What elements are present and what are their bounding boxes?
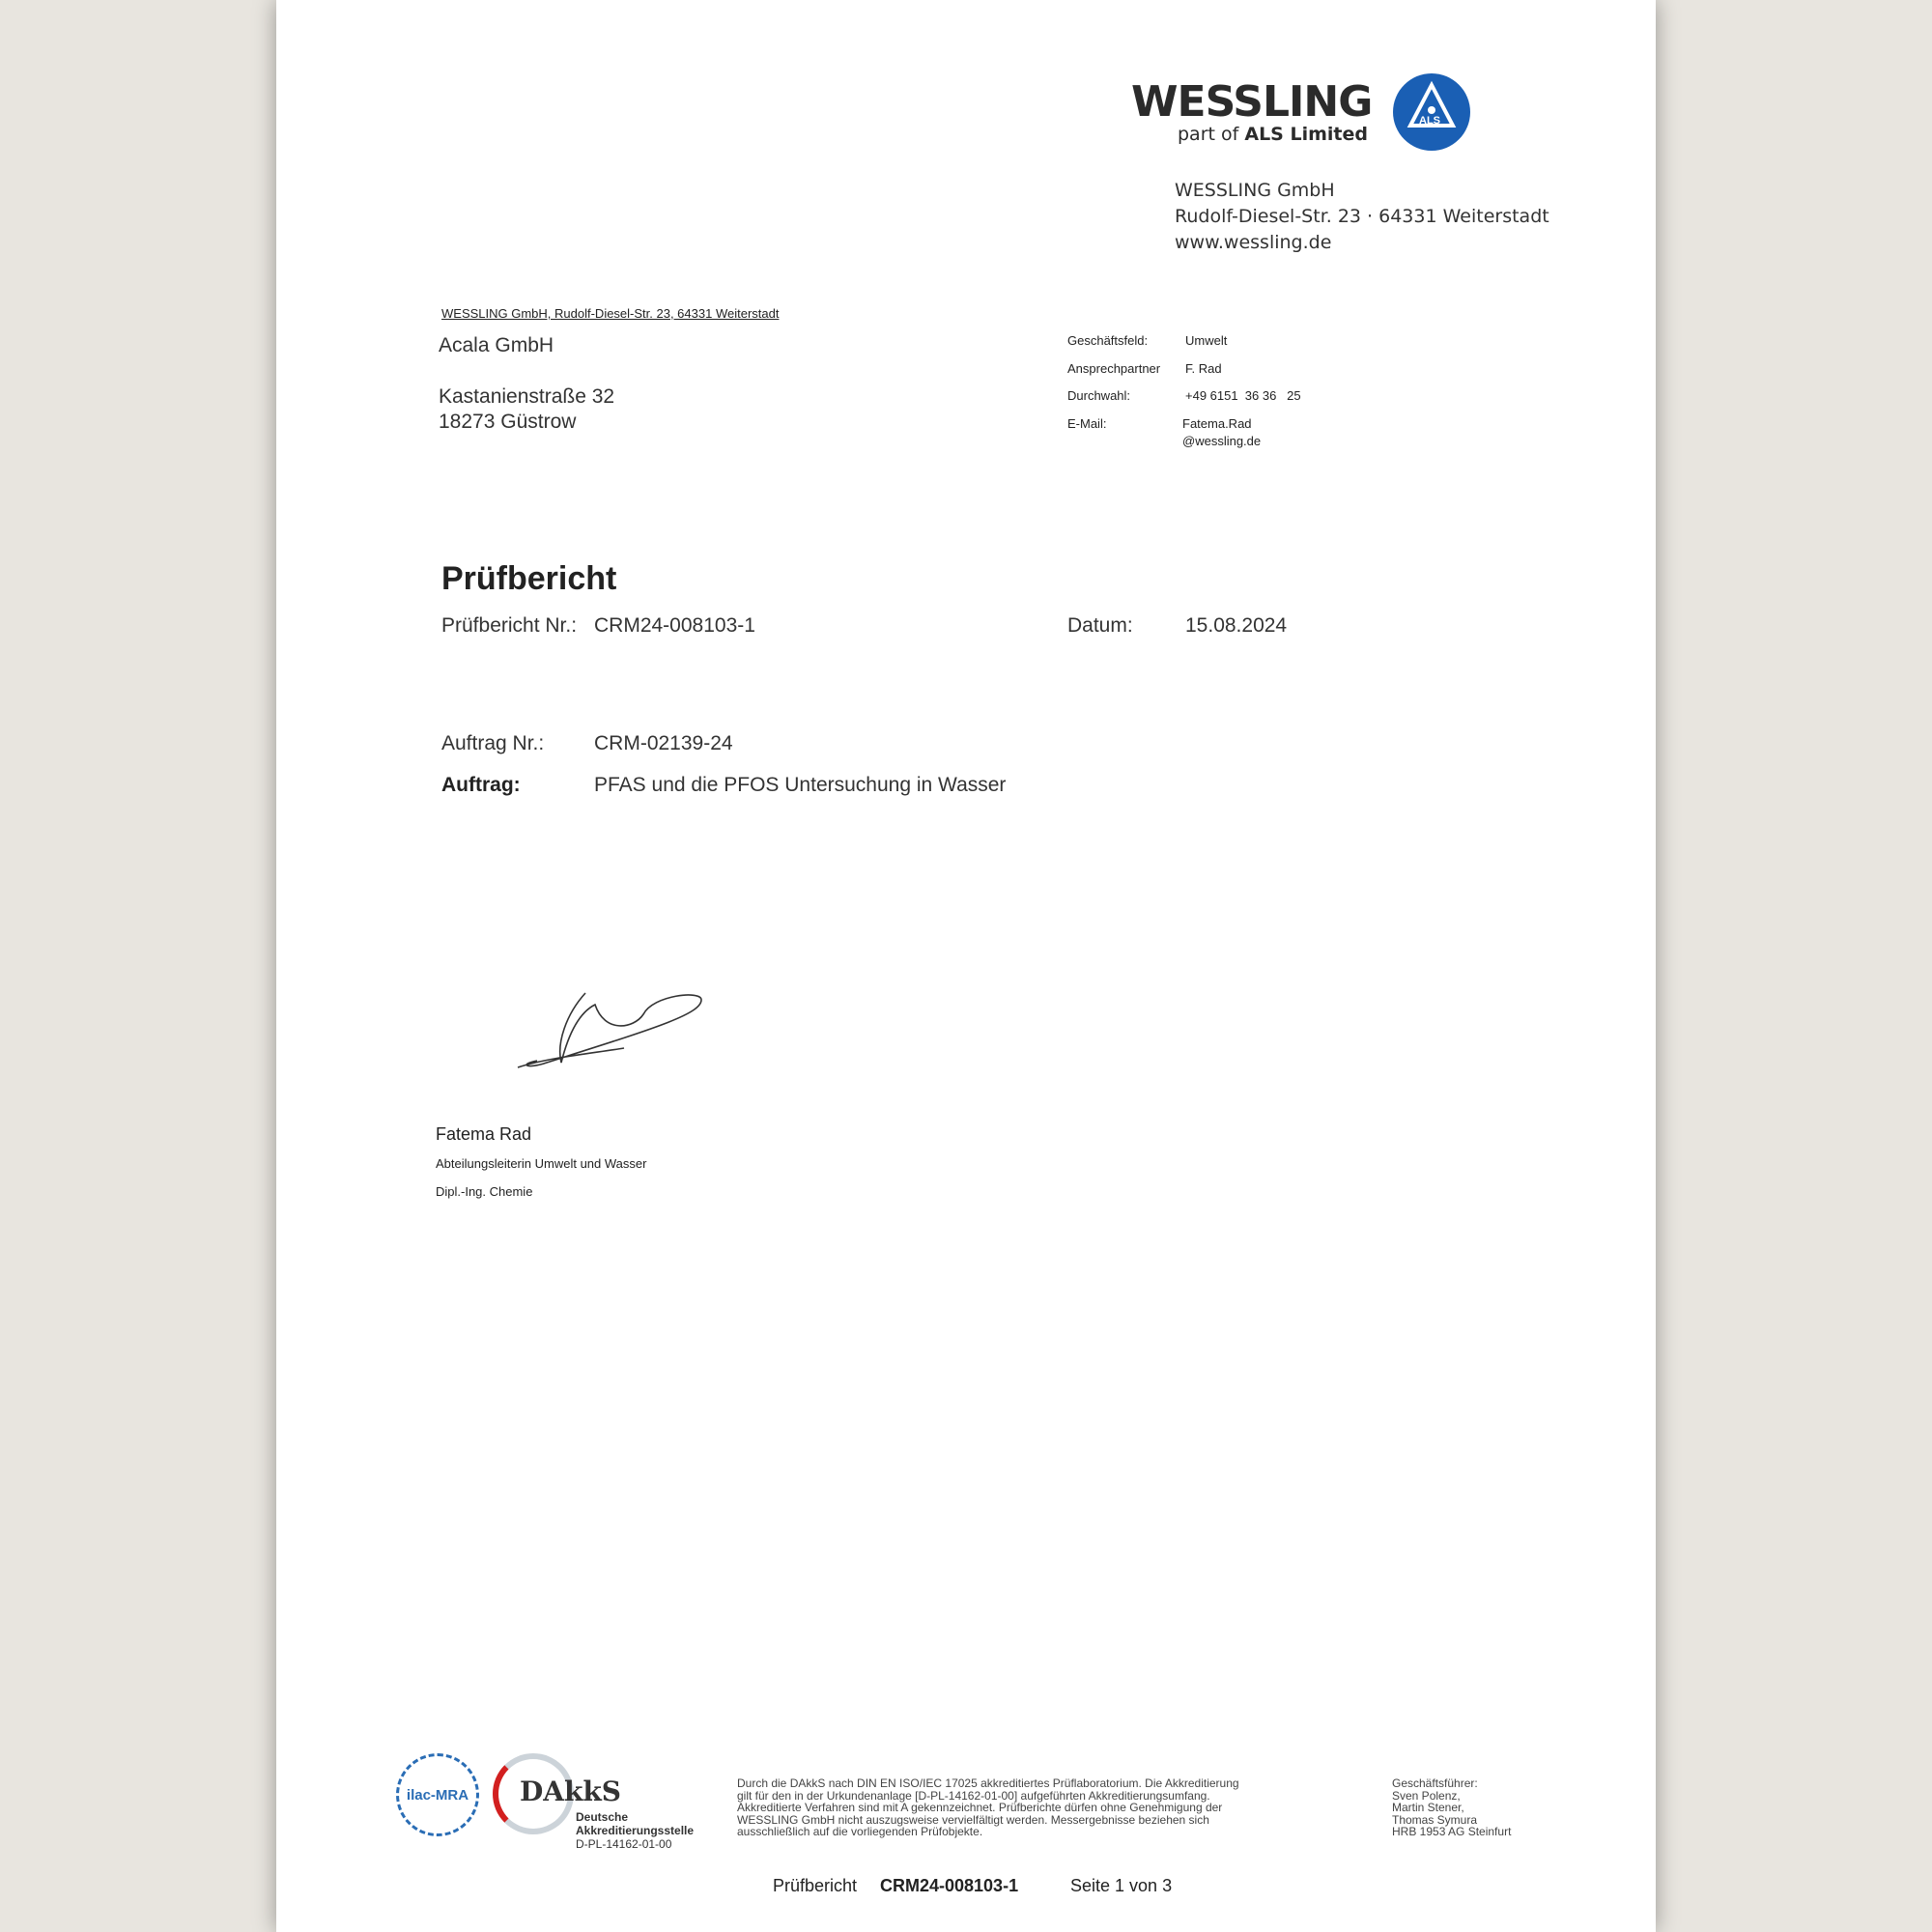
order-number: CRM-02139-24 [594, 732, 733, 754]
document-page: WESSLING part of ALS Limited ALS WESSLING GmbH Rudolf-Diesel-Str. 23 · 64331 Weiterstadt www.wessling.de WESSLING GmbH, Rudolf-Diesel-Str. 23, 64331 Weiterstadt Acala GmbH Kastanienstraße 32 18273 Güstrow Geschäftsfeld: Umwelt Ansprechpartner F. Rad Durchwahl: +49 6151 36 36 25 E-Mail: Fatema.Rad @wessling.de Prüfbericht Prüfbericht Nr.: CRM24-008103-1 Datum: 15.08.2024 Auftrag Nr.: CRM-02139-24 Auftrag: PFAS und die PFOS Untersuchung in Wasser Fatema Rad Abteilungsleiterin Umwelt und Wasser Dipl.-Ing. Chemie ilac-MRA DAkkS Deutsche Akkreditierungsstelle D-PL-14162-01-00 Durch die DAkkS nach DIN EN ISO/IEC 17025 akkreditiertes Prüflaboratorium. Die Akkreditierung gilt für den in der Urkundenanlage [D-PL-14162-01-00] aufgeführten Akkreditierungsumfang. Akkreditierte Verfahren sind mit A gekennzeichnet. Prüfberichte dürfen ohne Genehmigung der WESSLING GmbH nicht auszugsweise vervielfältigt werden. Messergebnisse beziehen sich ausschließlich auf die vorliegenden Prüfobjekte. Geschäftsführer: Sven Polenz, Martin Stener, Thomas Symura HRB 1953 AG Steinfurt Prüfbericht CRM24-008103-1 Seite 1 von 3 [276, 0, 1656, 1932]
signatory-role: Abteilungsleiterin Umwelt und Wasser [436, 1156, 647, 1171]
als-logo-icon: ALS [1393, 73, 1470, 151]
management-info: Geschäftsführer: Sven Polenz, Martin Stener, Thomas Symura HRB 1953 AG Steinfurt [1392, 1776, 1512, 1838]
page-number: Seite 1 von 3 [1070, 1876, 1173, 1895]
recipient-city: 18273 Güstrow [439, 411, 577, 433]
accreditation-notice: Durch die DAkkS nach DIN EN ISO/IEC 17025 akkreditiertes Prüflaboratorium. Die Akkreditierung gilt für den in der Urkundenanlage [D-PL-14162-01-00] aufgeführten Akkreditierungsumfang. Akkreditierte Verfahren sind mit A gekennzeichnet. Prüfberichte dürfen ohne Genehmigung der WESSLING GmbH nicht auszugsweise vervielfältigt werden. Messergebnisse beziehen sich ausschließlich auf die vorliegenden Prüfobjekte. [737, 1776, 1239, 1838]
signature-image [508, 976, 721, 1072]
dakks-logo: DAkkS [520, 1776, 622, 1807]
recipient-name: Acala GmbH [439, 334, 554, 356]
signatory-name: Fatema Rad [436, 1124, 532, 1144]
ilac-mra-logo: ilac-MRA [396, 1753, 479, 1836]
email-link-domain[interactable]: @wessling.de [1182, 434, 1262, 448]
order-description: PFAS und die PFOS Untersuchung in Wasser [594, 774, 1007, 796]
footer-report-number: CRM24-008103-1 [880, 1876, 1019, 1895]
footer-report-label: Prüfbericht [773, 1876, 858, 1895]
report-number: CRM24-008103-1 [594, 614, 755, 637]
sender-line: WESSLING GmbH, Rudolf-Diesel-Str. 23, 64331 Weiterstadt [441, 306, 780, 321]
report-date: 15.08.2024 [1185, 614, 1288, 637]
company-address: WESSLING GmbH Rudolf-Diesel-Str. 23 · 64331 Weiterstadt www.wessling.de [1175, 180, 1549, 253]
dakks-text: Deutsche Akkreditierungsstelle D-PL-14162-01-00 [576, 1810, 695, 1851]
page-title: Prüfbericht [441, 560, 617, 597]
wessling-logo: WESSLING [1131, 77, 1373, 127]
signatory-degree: Dipl.-Ing. Chemie [436, 1184, 533, 1199]
recipient-street: Kastanienstraße 32 [439, 385, 615, 408]
email-link[interactable]: Fatema.Rad [1182, 416, 1252, 431]
logo-tagline: part of ALS Limited [1178, 124, 1368, 145]
